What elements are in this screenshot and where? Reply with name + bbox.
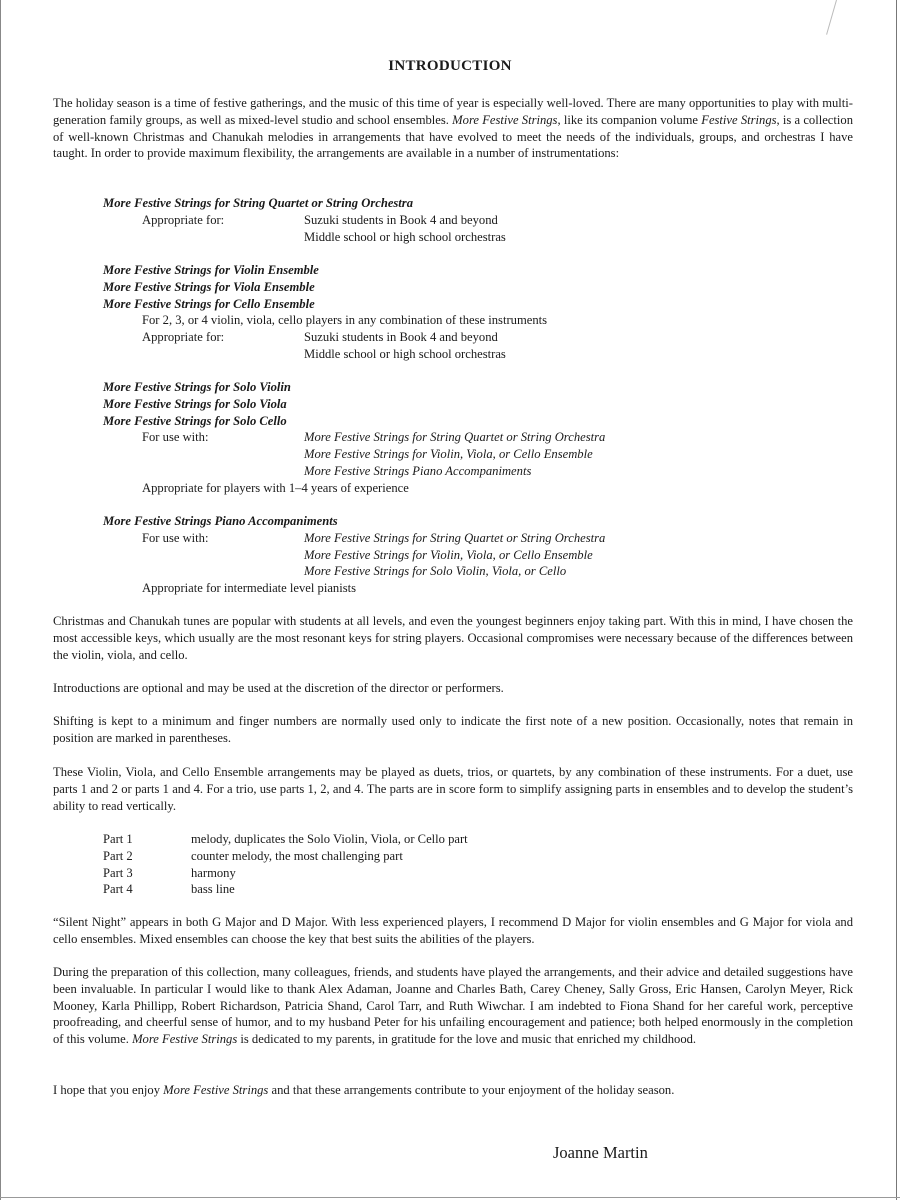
scan-corner-mark <box>826 0 837 35</box>
edition-title: More Festive Strings Piano Accompaniments <box>103 514 338 528</box>
edition-label: Appropriate for: <box>142 330 225 345</box>
edition-value: More Festive Strings for Solo Violin, Viola, or Cello <box>304 564 567 579</box>
edition-value: More Festive Strings for Violin, Viola, or Cello Ensemble <box>304 547 593 562</box>
edition-value: More Festive Strings for String Quartet or String Orchestra <box>304 430 606 445</box>
author-signature: Joanne Martin <box>553 1143 648 1162</box>
thanks-paragraph: During the preparation of this collection, many colleagues, friends, and students have played the arrangements, and their advice and detailed suggestions have been invaluable. In particular I would like to thank Alex Adaman, Joanne and Charles Bath, Carey Cheney, Sally Gross, Eric Hansen, Carolyn Meyer, Rick Mooney, Karla Phillipp, Robert Richardson, Patricia Shand, Carol Tarr, and Ruth Wiwchar. I am indebted to Fiona Shand for her careful work, perceptive proofreading, and cheerful sense of humor, and to my husband Peter for his unfailing encouragement and patience; both helped enormously in the completion of this volume. More Festive Strings is dedicated to my parents, in gratitude for the love and music that enriched my childhood. <box>53 965 853 1047</box>
edition-note: Appropriate for intermediate level pianists <box>142 581 357 596</box>
shifting-paragraph: Shifting is kept to a minimum and finger numbers are normally used only to indicate the first note of a new position. Occasionally, notes that remain in position are marked in parentheses. <box>53 714 853 745</box>
part-description: bass line <box>191 882 235 897</box>
part-description: melody, duplicates the Solo Violin, Viola, or Cello part <box>191 832 468 846</box>
parts-row <box>103 848 703 865</box>
edition-value: More Festive Strings for String Quartet or String Orchestra <box>304 530 606 545</box>
edition-value: More Festive Strings Piano Accompaniments <box>304 463 532 478</box>
edition-title: More Festive Strings for Violin Ensemble <box>103 263 319 277</box>
part-name: Part 4 <box>103 882 133 897</box>
part-description: counter melody, the most challenging part <box>191 848 403 863</box>
edition-quartet <box>103 195 803 245</box>
scan-edge-right <box>896 0 897 1200</box>
edition-value: More Festive Strings for Violin, Viola, or Cello Ensemble <box>304 447 593 462</box>
edition-value: Suzuki students in Book 4 and beyond <box>304 212 498 227</box>
keys-paragraph: Christmas and Chanukah tunes are popular with students at all levels, and even the youngest beginners enjoy taking part. With this in mind, I have chosen the most accessible keys, which usually are the most resonant keys for string players. Occasional compromises were necessary because of the differences between the violin, viola, and cello. <box>53 614 853 662</box>
edition-title: More Festive Strings for Solo Violin <box>103 380 291 394</box>
edition-title: More Festive Strings for Solo Viola <box>103 396 287 411</box>
parts-row <box>103 881 703 898</box>
edition-value: Suzuki students in Book 4 and beyond <box>304 330 498 345</box>
edition-label: For use with: <box>142 430 209 445</box>
edition-title: More Festive Strings for Cello Ensemble <box>103 296 315 311</box>
page-title: INTRODUCTION <box>388 58 512 74</box>
silent-night-paragraph: “Silent Night” appears in both G Major and D Major. With less experienced players, I recommend D Major for violin ensembles and G Major for viola and cello ensembles. Mixed ensembles can choose the key that best suits the abilities of the players. <box>53 915 853 946</box>
parts-row <box>103 865 703 882</box>
parts-row <box>103 831 703 848</box>
edition-title: More Festive Strings for String Quartet or String Orchestra <box>103 196 414 210</box>
intro-paragraph: The holiday season is a time of festive gatherings, and the music of this time of year is especially well-loved. There are many opportunities to play with multi-generation family groups, as well as mixed-level studio and school ensembles. More Festive Strings, like its companion volume Festive Strings, is a collection of well-known Christmas and Chanukah melodies in arrangements that have evolved to meet the needs of the individuals, groups, and orchestras I have taught. In order to provide maximum flexibility, the arrangements are available in a number of instrumentations: <box>53 96 853 161</box>
closing-paragraph: I hope that you enjoy More Festive Strings and that these arrangements contribute to your enjoyment of the holiday season. <box>53 1083 675 1097</box>
part-name: Part 1 <box>103 832 133 846</box>
edition-note: Appropriate for players with 1–4 years of experience <box>142 480 409 495</box>
introductions-paragraph: Introductions are optional and may be used at the discretion of the director or performers. <box>53 681 504 695</box>
parts-list <box>103 831 703 898</box>
edition-label: For use with: <box>142 530 209 545</box>
edition-label: Appropriate for: <box>142 212 225 227</box>
edition-piano <box>103 513 803 597</box>
edition-ensemble <box>103 262 803 363</box>
scan-edge-bottom <box>0 1197 900 1198</box>
arrangements-paragraph: These Violin, Viola, and Cello Ensemble arrangements may be played as duets, trios, or quartets, by any combination of these instruments. For a duet, use parts 1 and 2 or parts 1 and 4. For a trio, use parts 1, 2, and 4. The parts are in score form to simplify assigning parts in ensembles and to develop the student’s ability to read vertically. <box>53 765 853 813</box>
part-name: Part 2 <box>103 848 133 863</box>
edition-note: For 2, 3, or 4 violin, viola, cello players in any combination of these instruments <box>142 313 548 328</box>
part-description: harmony <box>191 865 236 880</box>
part-name: Part 3 <box>103 865 133 880</box>
edition-title: More Festive Strings for Solo Cello <box>103 413 287 428</box>
edition-value: Middle school or high school orchestras <box>304 229 506 244</box>
edition-title: More Festive Strings for Viola Ensemble <box>103 279 315 294</box>
edition-solo <box>103 379 803 497</box>
edition-value: Middle school or high school orchestras <box>304 346 506 361</box>
scan-edge-left <box>0 0 1 1200</box>
